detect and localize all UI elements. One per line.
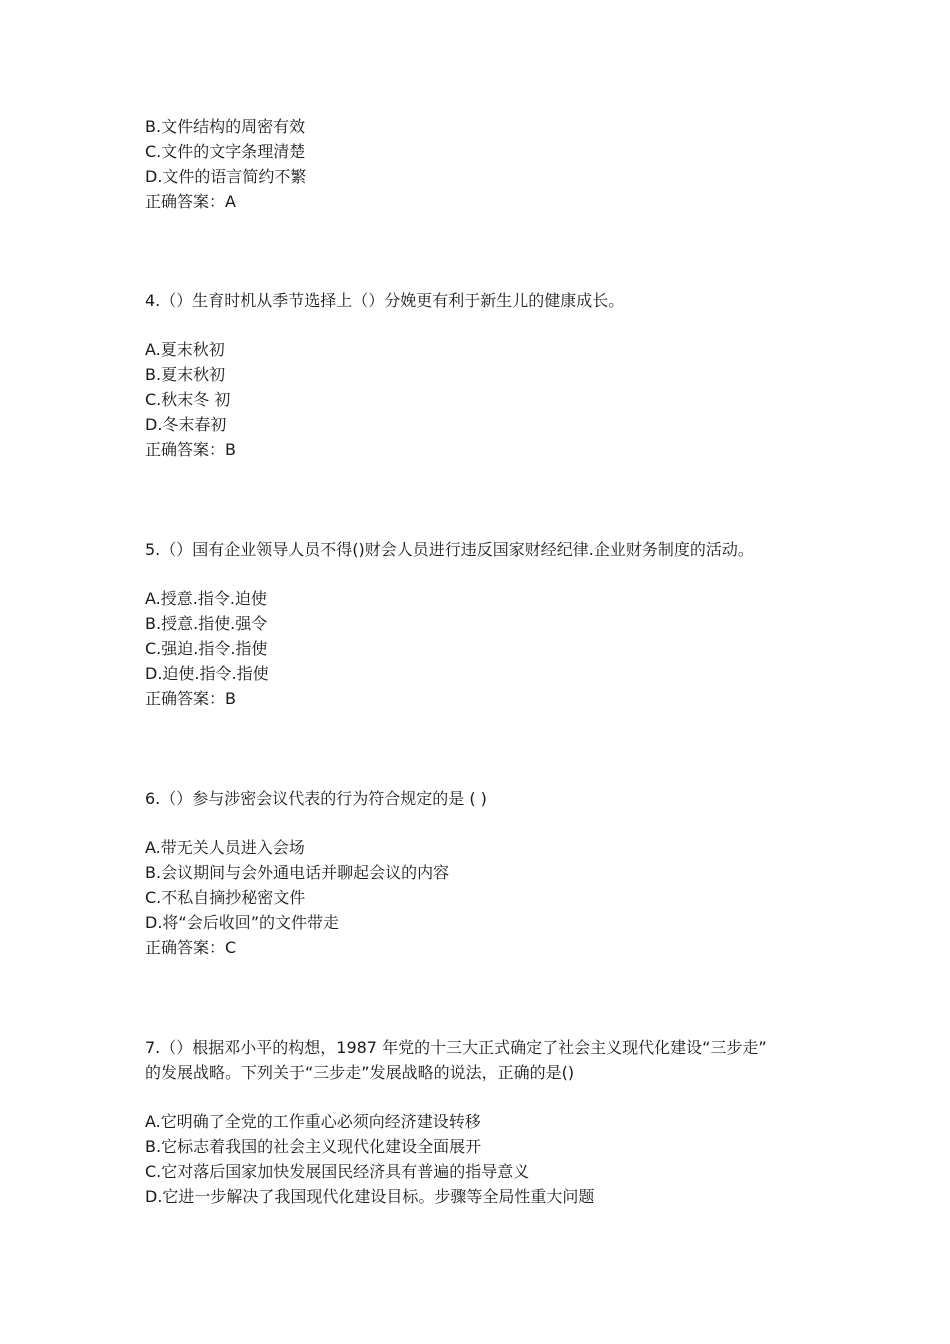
question-7	[145, 1035, 815, 1209]
option-b: B.文件结构的周密有效	[145, 117, 306, 136]
option-a: A.授意.指令.迫使	[145, 589, 267, 608]
question-stem: 5.（）国有企业领导人员不得()财会人员进行违反国家财经纪律.企业财务制度的活动。	[145, 540, 754, 559]
answer-line: 正确答案：C	[145, 938, 237, 957]
question-stem: 4.（）生育时机从季节选择上（）分娩更有利于新生儿的健康成长。	[145, 291, 625, 310]
option-c: C.文件的文字条理清楚	[145, 142, 306, 161]
option-d: D.冬末春初	[145, 415, 227, 434]
option-d: D.文件的语言简约不繁	[145, 167, 307, 186]
option-d: D.它进一步解决了我国现代化建设目标。步骤等全局性重大问题	[145, 1187, 595, 1206]
question-6	[145, 786, 815, 960]
question-stem-line-2: 的发展战略。下列关于“三步走”发展战略的说法，正确的是()	[145, 1063, 575, 1082]
option-a: A.带无关人员进入会场	[145, 838, 305, 857]
answer-line: 正确答案：A	[145, 192, 236, 211]
question-3-tail	[145, 114, 815, 214]
option-a: A.它明确了全党的工作重心必须向经济建设转移	[145, 1112, 481, 1131]
answer-line: 正确答案：B	[145, 440, 236, 459]
option-d: D.迫使.指令.指使	[145, 664, 269, 683]
option-b: B.会议期间与会外通电话并聊起会议的内容	[145, 863, 450, 882]
option-b: B.它标志着我国的社会主义现代化建设全面展开	[145, 1137, 482, 1156]
option-a: A.夏末秋初	[145, 340, 225, 359]
option-c: C.它对落后国家加快发展国民经济具有普遍的指导意义	[145, 1162, 530, 1181]
answer-line: 正确答案：B	[145, 689, 236, 708]
option-c: C.秋末冬 初	[145, 390, 231, 409]
option-b: B.授意.指使.强令	[145, 614, 268, 633]
option-b: B.夏末秋初	[145, 365, 226, 384]
option-c: C.不私自摘抄秘密文件	[145, 888, 306, 907]
option-d: D.将“会后收回”的文件带走	[145, 913, 339, 932]
question-stem-line-1: 7.（）根据邓小平的构想，1987 年党的十三大正式确定了社会主义现代化建设“三步走”	[145, 1038, 767, 1057]
question-4	[145, 288, 815, 462]
option-c: C.强迫.指令.指使	[145, 639, 268, 658]
question-stem: 6.（）参与涉密会议代表的行为符合规定的是 ( )	[145, 789, 487, 808]
question-5	[145, 537, 815, 711]
